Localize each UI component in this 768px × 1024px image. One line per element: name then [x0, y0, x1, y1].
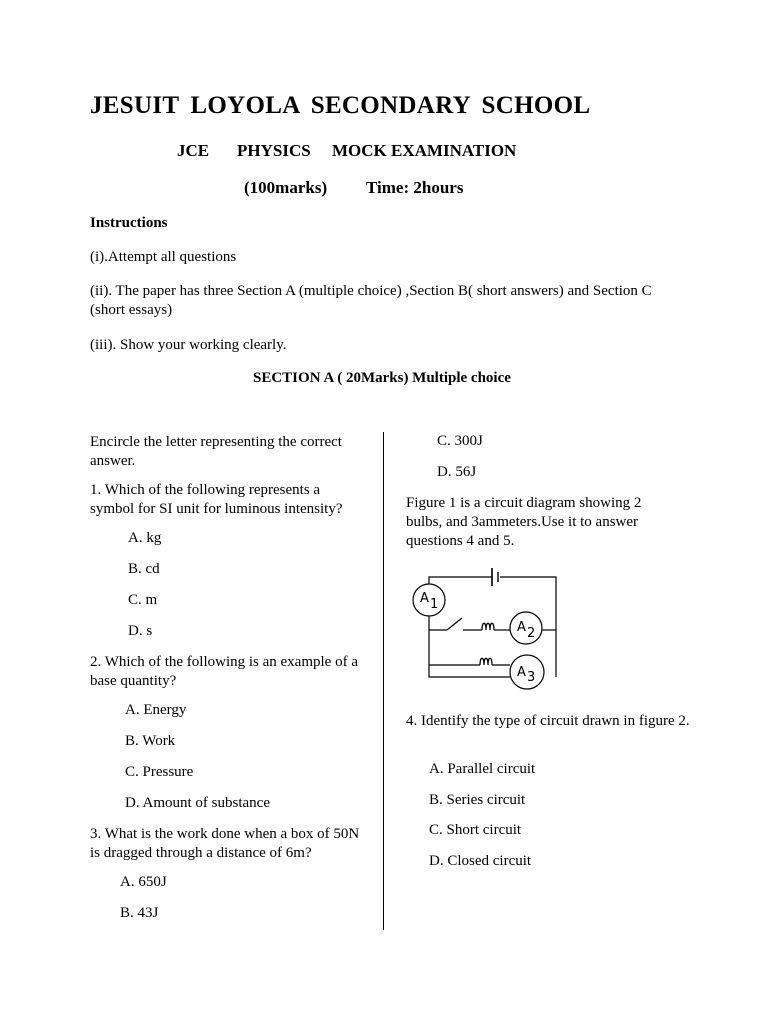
school-name: JESUIT LOYOLA SECONDARY SCHOOL [90, 92, 591, 119]
question-3-option-d[interactable]: D. 56J [437, 464, 477, 480]
ammeter-3-index: 3 [527, 670, 536, 685]
exam-duration: Time: 2hours [366, 178, 464, 197]
ammeter-1-index: 1 [430, 597, 439, 612]
instructions-heading: Instructions [90, 215, 168, 231]
instruction-item-3: (iii). Show your working clearly. [90, 337, 287, 353]
question-3-option-b[interactable]: B. 43J [120, 905, 159, 921]
question-4-option-a[interactable]: A. Parallel circuit [429, 761, 536, 777]
question-1-option-b[interactable]: B. cd [128, 561, 160, 577]
question-1-option-d[interactable]: D. s [128, 623, 153, 639]
ammeter-3-letter: A [517, 665, 526, 680]
question-3-option-c[interactable]: C. 300J [437, 433, 483, 449]
figure-1-intro: Figure 1 is a circuit diagram showing 2 bulbs, and 3ammeters.Use it to answer questions 4 and 5. [406, 495, 642, 549]
question-1-option-c[interactable]: C. m [128, 592, 158, 608]
question-2-option-c[interactable]: C. Pressure [125, 764, 194, 780]
question-3-text: 3. What is the work done when a box of 50N is dragged through a distance of 6m? [90, 826, 360, 861]
column-divider [383, 432, 384, 930]
question-4-text: 4. Identify the type of circuit drawn in figure 2. [406, 713, 690, 729]
instruction-item-1: (i).Attempt all questions [90, 249, 237, 265]
section-a-directive: Encircle the letter representing the correct answer. [90, 434, 342, 469]
question-3-option-a[interactable]: A. 650J [120, 874, 167, 890]
question-4-option-d[interactable]: D. Closed circuit [429, 853, 532, 869]
ammeter-2-letter: A [517, 620, 526, 635]
ammeter-1-letter: A [420, 591, 429, 606]
question-1-text: 1. Which of the following represents a symbol for SI unit for luminous intensity? [90, 482, 343, 517]
exam-title: MOCK EXAMINATION [332, 141, 517, 160]
question-2-text: 2. Which of the following is an example of a base quantity? [90, 654, 358, 689]
ammeter-2-index: 2 [527, 626, 536, 641]
question-2-option-b[interactable]: B. Work [125, 733, 176, 749]
circuit-diagram-figure-1 [400, 560, 570, 695]
exam-level: JCE [177, 141, 210, 160]
question-2-option-a[interactable]: A. Energy [125, 702, 187, 718]
section-a-title: SECTION A ( 20Marks) Multiple choice [253, 370, 511, 386]
total-marks: (100marks) [244, 178, 328, 197]
exam-subject: PHYSICS [237, 141, 311, 160]
question-1-option-a[interactable]: A. kg [128, 530, 162, 546]
question-4-option-b[interactable]: B. Series circuit [429, 792, 526, 808]
instruction-item-2: (ii). The paper has three Section A (multiple choice) ,Section B( short answers) and Section C (short essays) [90, 283, 652, 318]
question-4-option-c[interactable]: C. Short circuit [429, 822, 522, 838]
question-2-option-d[interactable]: D. Amount of substance [125, 795, 270, 811]
